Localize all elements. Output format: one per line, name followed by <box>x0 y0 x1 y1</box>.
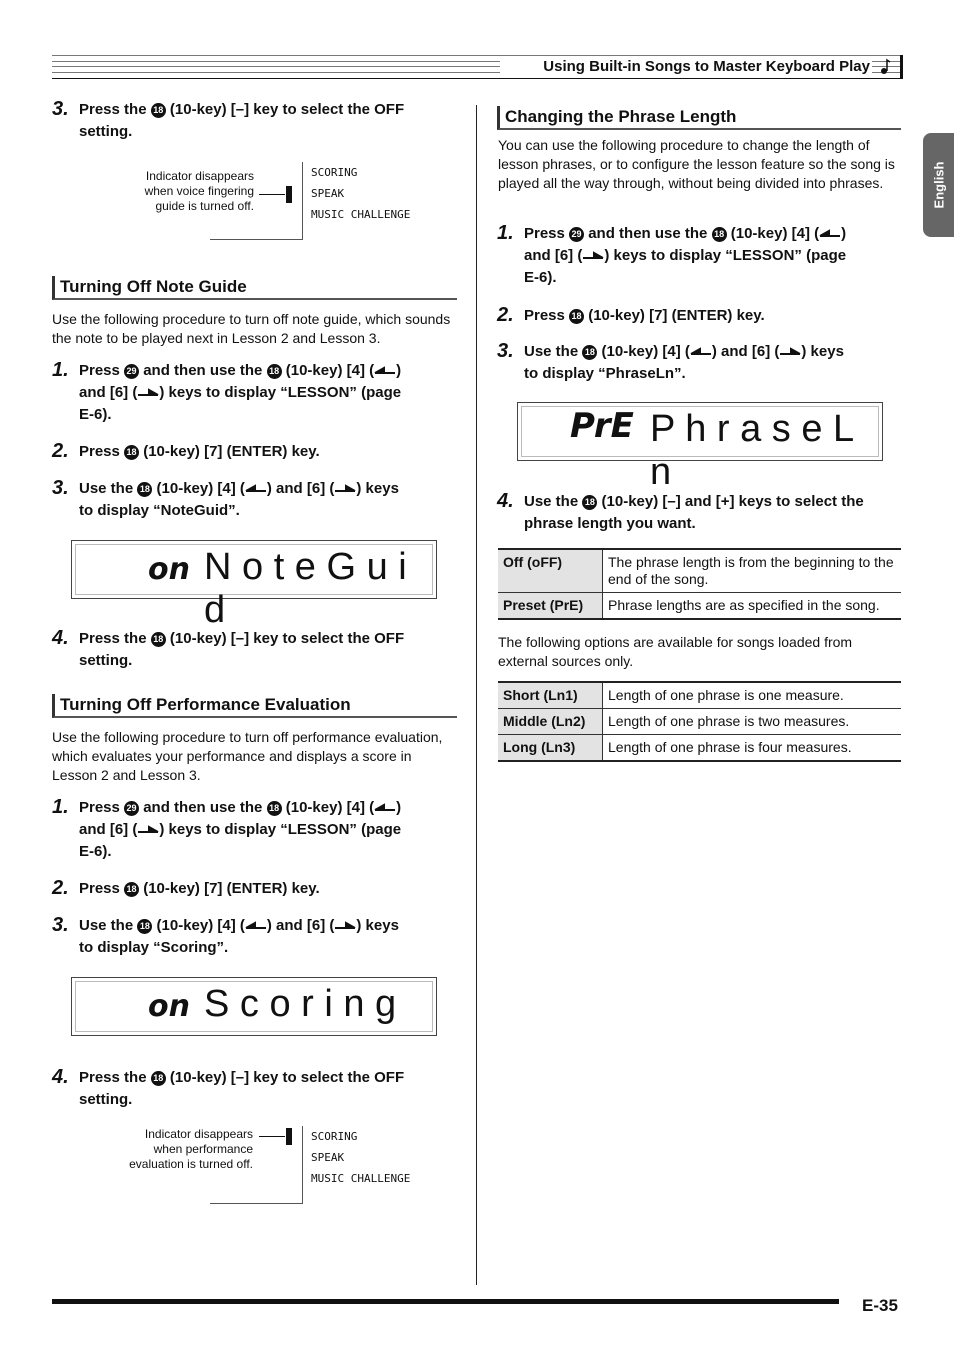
key-29-icon: 29 <box>124 801 139 816</box>
step-1-phrase: 1. Press 29 and then use the 18 (10-key) [4] ( ) and [6] ( ) keys to display “LESSON” (page E-6). <box>497 222 847 286</box>
key-18-icon: 18 <box>151 103 166 118</box>
key-29-icon: 29 <box>124 364 139 379</box>
step-1-performance: 1. Press 29 and then use the 18 (10-key) [4] ( ) and [6] ( ) keys to display “LESSON” (page E-6). <box>52 796 402 860</box>
step-4-performance: 4. Press the 18 (10-key) [–] key to select the OFF setting. <box>52 1066 405 1108</box>
key-18-icon: 18 <box>582 345 597 360</box>
left-arrow-icon <box>245 484 267 494</box>
left-arrow-icon <box>374 803 396 813</box>
intro-phrase-length: You can use the following procedure to change the length of lesson phrases, or to configure the lesson feature so the song is played all the way through, without being divided into phrases. <box>498 137 895 191</box>
footer-rule <box>52 1299 839 1304</box>
key-18-icon: 18 <box>137 482 152 497</box>
key-18-icon: 18 <box>151 1071 166 1086</box>
step-3-note-guide: 3. Use the 18 (10-key) [4] ( ) and [6] ( ) keys to display “NoteGuid”. <box>52 477 399 519</box>
key-18-icon: 18 <box>267 801 282 816</box>
key-18-icon: 18 <box>124 445 139 460</box>
right-arrow-icon <box>137 388 159 398</box>
step-3-select-off: 3. Press the 18 (10-key) [–] key to select the OFF setting. <box>52 98 405 140</box>
table-row: Off (oFF) The phrase length is from the beginning to the end of the song. <box>498 549 901 593</box>
key-18-icon: 18 <box>582 495 597 510</box>
right-arrow-icon <box>137 825 159 835</box>
key-18-icon: 18 <box>712 227 727 242</box>
page-header-title: Using Built-in Songs to Master Keyboard Play <box>543 58 870 75</box>
step-3-performance: 3. Use the 18 (10-key) [4] ( ) and [6] ( ) keys to display “Scoring”. <box>52 914 399 956</box>
key-18-icon: 18 <box>569 309 584 324</box>
external-phrase-table <box>498 681 901 762</box>
table-row: Middle (Ln2) Length of one phrase is two measures. <box>498 709 901 735</box>
lcd-display-noteguid: on N o t e G u i d <box>71 540 437 599</box>
step-1-note-guide: 1. Press 29 and then use the 18 (10-key) [4] ( ) and [6] ( ) keys to display “LESSON” (page E-6). <box>52 359 402 423</box>
right-arrow-icon <box>334 921 356 931</box>
music-note-box <box>872 55 903 79</box>
step-2-phrase: 2. Press 18 (10-key) [7] (ENTER) key. <box>497 304 765 326</box>
key-18-icon: 18 <box>124 882 139 897</box>
key-29-icon: 29 <box>569 227 584 242</box>
indicator-diagram-performance: Indicator disappears when performance evaluation is turned off. SCORING SPEAK MUSIC CHALLENGE <box>110 1124 430 1206</box>
left-arrow-icon <box>690 347 712 357</box>
key-18-icon: 18 <box>137 919 152 934</box>
external-sources-note: The following options are available for songs loaded from external sources only. <box>498 634 853 669</box>
section-heading-performance-evaluation: Turning Off Performance Evaluation <box>52 694 457 718</box>
left-arrow-icon <box>819 229 841 239</box>
page-number: E-35 <box>862 1296 898 1315</box>
section-heading-note-guide: Turning Off Note Guide <box>52 276 457 300</box>
table-row: Long (Ln3) Length of one phrase is four measures. <box>498 735 901 762</box>
step-2-performance: 2. Press 18 (10-key) [7] (ENTER) key. <box>52 877 320 899</box>
table-row: Preset (PrE) Phrase lengths are as specified in the song. <box>498 593 901 620</box>
key-18-icon: 18 <box>151 632 166 647</box>
intro-note-guide: Use the following procedure to turn off note guide, which sounds the note to be played next in Lesson 2 and Lesson 3. <box>52 311 451 346</box>
right-arrow-icon <box>334 484 356 494</box>
right-arrow-icon <box>779 347 801 357</box>
column-divider <box>476 105 477 1285</box>
step-2-note-guide: 2. Press 18 (10-key) [7] (ENTER) key. <box>52 440 320 462</box>
key-18-icon: 18 <box>267 364 282 379</box>
step-4-phrase: 4. Use the 18 (10-key) [–] and [+] keys to select the phrase length you want. <box>497 490 864 532</box>
lcd-display-phraseln: PrE P h r a s e L n <box>517 402 883 461</box>
step-3-phrase: 3. Use the 18 (10-key) [4] ( ) and [6] ( ) keys to display “PhraseLn”. <box>497 340 844 382</box>
left-arrow-icon <box>245 921 267 931</box>
intro-performance-evaluation: Use the following procedure to turn off performance evaluation, which evaluates your performance and displays a score in Lesson 2 and Lesson 3. <box>52 729 443 783</box>
right-arrow-icon <box>582 251 604 261</box>
language-tab: English <box>923 133 954 237</box>
lcd-display-scoring: on S c o r i n g <box>71 977 437 1036</box>
music-note-icon <box>872 55 900 79</box>
left-arrow-icon <box>374 366 396 376</box>
step-4-note-guide: 4. Press the 18 (10-key) [–] key to select the OFF setting. <box>52 627 405 669</box>
indicator-diagram-fingering: Indicator disappears when voice fingering guide is turned off. SCORING SPEAK MUSIC CHALLENGE <box>110 160 430 242</box>
section-heading-phrase-length: Changing the Phrase Length <box>497 106 901 130</box>
table-row: Short (Ln1) Length of one phrase is one measure. <box>498 682 901 709</box>
phrase-length-table <box>498 548 901 620</box>
